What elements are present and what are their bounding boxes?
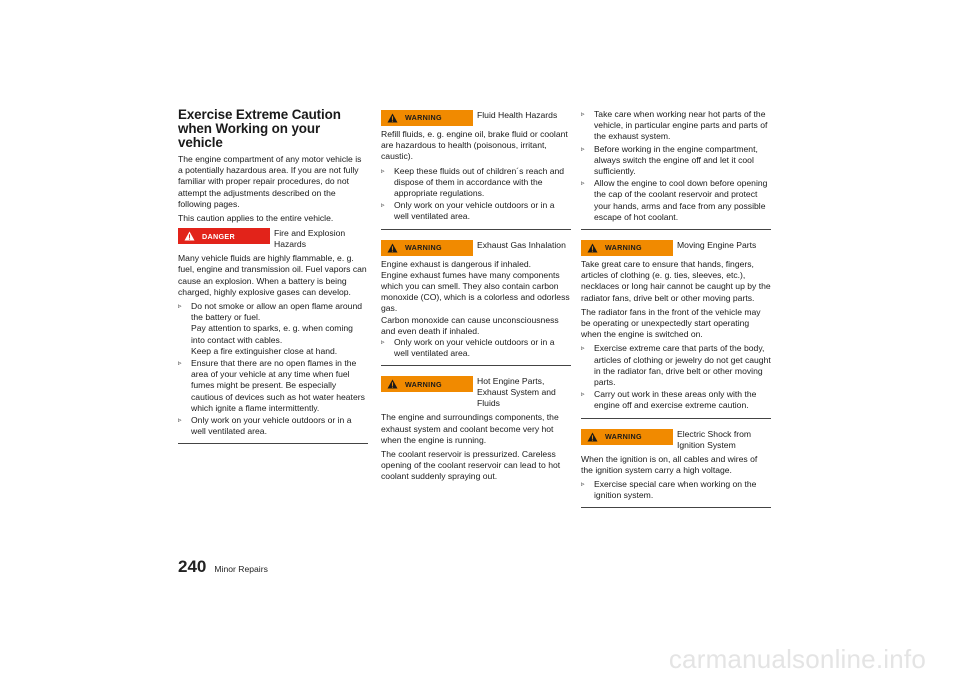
warning-body: The engine and surroundings components, the exhaust system and coolant become very hot when the engine is running. xyxy=(381,412,559,445)
hot-parts-list xyxy=(581,109,771,223)
warning-title: Hot Engine Parts, Exhaust System and Fluids xyxy=(477,376,556,409)
warning-body: Refill fluids, e. g. engine oil, brake fluid or coolant are hazardous to health (poisonous, irritant, caustic). xyxy=(381,129,568,162)
page-number: 240 xyxy=(178,557,207,576)
bullet-arrow-icon: ▹ xyxy=(178,303,182,311)
warning-title: Moving Engine Parts xyxy=(677,240,757,251)
list-item: ▹ Exercise extreme care that parts of the body, articles of clothing or jewelry do not get caught in the radiator fan, drive belt or other moving parts. xyxy=(581,343,771,388)
warning-list xyxy=(581,343,771,411)
danger-title: Fire and Explosion Hazards xyxy=(274,228,346,250)
warning-label: WARNING xyxy=(605,432,642,442)
bullet-arrow-icon: ▹ xyxy=(581,145,585,153)
column-1 xyxy=(178,108,368,454)
section-divider xyxy=(381,229,571,230)
danger-list xyxy=(178,301,368,437)
bullet-arrow-icon: ▹ xyxy=(178,417,182,425)
warning-label: WARNING xyxy=(605,243,642,253)
bullet-arrow-icon: ▹ xyxy=(581,345,585,353)
warning-list xyxy=(381,166,571,223)
warning-list xyxy=(581,479,771,501)
section-divider xyxy=(581,418,771,419)
section-divider xyxy=(581,229,771,230)
warning-triangle-icon xyxy=(184,231,195,241)
list-item: ▹ Take care when working near hot parts of the vehicle, in particular engine parts and parts of the exhaust system. xyxy=(581,109,768,142)
warning-label: WARNING xyxy=(405,243,442,253)
list-item: ▹ Ensure that there are no open flames in the area of your vehicle at any time when fuel fumes might be present. Be especially cautious of devices such as hot water heaters which ignite a flame intermittently. xyxy=(178,358,365,413)
warning-header xyxy=(381,376,571,409)
bullet-arrow-icon: ▹ xyxy=(381,202,385,210)
bullet-arrow-icon: ▹ xyxy=(381,339,385,347)
bullet-arrow-icon: ▹ xyxy=(178,360,182,368)
warning-triangle-icon xyxy=(587,432,598,442)
warning-badge xyxy=(381,376,473,392)
list-item: ▹ Only work on your vehicle outdoors or in a well ventilated area. xyxy=(178,415,352,437)
bullet-arrow-icon: ▹ xyxy=(581,391,585,399)
intro-paragraph-2: This caution applies to the entire vehicle. xyxy=(178,213,334,224)
danger-badge xyxy=(178,228,270,244)
watermark: carmanualsonline.info xyxy=(668,644,926,674)
list-subtext: Keep a fire extinguisher close at hand. xyxy=(191,345,338,356)
section-divider xyxy=(381,365,571,366)
warning-triangle-icon xyxy=(387,243,398,253)
warning-label: WARNING xyxy=(405,113,442,123)
warning-body: When the ignition is on, all cables and wires of the ignition system carry a high voltage. xyxy=(581,453,758,475)
bullet-arrow-icon: ▹ xyxy=(381,167,385,175)
warning-title: Exhaust Gas Inhalation xyxy=(477,239,566,250)
list-item: ▹ Do not smoke or allow an open flame around the battery or fuel. Pay attention to sparks, e. g. when coming into contact with cables. Keep a fire extinguisher close at hand. xyxy=(178,301,368,357)
warning-title: Electric Shock from Ignition System xyxy=(677,428,752,450)
list-item: ▹ Allow the engine to cool down before opening the cap of the coolant reservoir and protect your hands, arms and face from any possible escape of hot coolant. xyxy=(581,178,768,222)
warning-triangle-icon xyxy=(587,243,598,253)
section-divider xyxy=(581,507,771,508)
list-item: ▹ Keep these fluids out of children´s reach and dispose of them in accordance with the appropriate regulations. xyxy=(381,165,565,199)
warning-body: The radiator fans in the front of the vehicle may be operating or unexpectedly start operating when the engine is switched on. xyxy=(581,306,761,340)
warning-body: Take great care to ensure that hands, fingers, articles of clothing (e. g. ties, sleeves, etc.), necklaces or long hair cannot be caught up by the radiator fans, drive belt or other moving parts. xyxy=(581,259,771,303)
warning-list xyxy=(381,337,571,359)
warning-badge xyxy=(381,110,473,126)
bullet-arrow-icon: ▹ xyxy=(581,111,585,118)
warning-badge xyxy=(381,240,473,256)
danger-header xyxy=(178,228,368,250)
column-2 xyxy=(381,108,571,486)
warning-header xyxy=(581,429,771,451)
warning-badge xyxy=(581,240,673,256)
danger-body: Many vehicle fluids are highly flammable, e. g. fuel, engine and transmission oil. Fuel vapors can cause an explosion. When a battery is being charged, highly explosive gases can develop. xyxy=(178,253,367,297)
warning-triangle-icon xyxy=(387,113,398,123)
warning-body: Carbon monoxide can cause unconsciousness and even death if inhaled. xyxy=(381,314,559,336)
warning-header xyxy=(381,110,571,126)
warning-body: The coolant reservoir is pressurized. Careless opening of the coolant reservoir can lead to hot coolant suddenly spraying out. xyxy=(381,449,561,482)
list-item: ▹ Before working in the engine compartment, always switch the engine off and let it cool sufficiently. xyxy=(581,143,758,177)
section-divider xyxy=(178,443,368,444)
warning-body: Engine exhaust fumes have many components which you can smell. They also contain carbon monoxide (CO), which is a colorless and odorless gas. xyxy=(381,269,570,314)
list-subtext: Pay attention to sparks, e. g. when coming into contact with cables. xyxy=(191,323,353,345)
warning-badge xyxy=(581,429,673,445)
list-item: ▹ Exercise special care when working on the ignition system. xyxy=(581,479,757,501)
warning-triangle-icon xyxy=(387,379,398,389)
warning-body: Engine exhaust is dangerous if inhaled. xyxy=(381,258,532,269)
warning-header xyxy=(381,240,571,256)
warning-label: WARNING xyxy=(405,379,442,389)
section-name: Minor Repairs xyxy=(214,564,268,574)
bullet-arrow-icon: ▹ xyxy=(581,180,585,188)
column-3 xyxy=(581,108,771,518)
bullet-arrow-icon: ▹ xyxy=(581,481,585,489)
warning-title: Fluid Health Hazards xyxy=(477,110,558,120)
list-item: ▹ Only work on your vehicle outdoors or in a well ventilated area. xyxy=(381,200,555,222)
list-item: ▹ Only work on your vehicle outdoors or in a well ventilated area. xyxy=(381,337,555,359)
page-heading: Exercise Extreme Caution when Working on your vehicle xyxy=(178,107,341,150)
intro-paragraph: The engine compartment of any motor vehicle is a potentially hazardous area. If you are not fully familiar with proper repair procedures, do not attempt the adjustments described on the following pages. xyxy=(178,154,362,209)
warning-header xyxy=(581,240,771,256)
list-item: ▹ Carry out work in these areas only with the engine off and exercise extreme caution. xyxy=(581,389,757,411)
danger-label: DANGER xyxy=(202,231,235,241)
page-footer xyxy=(178,557,268,577)
